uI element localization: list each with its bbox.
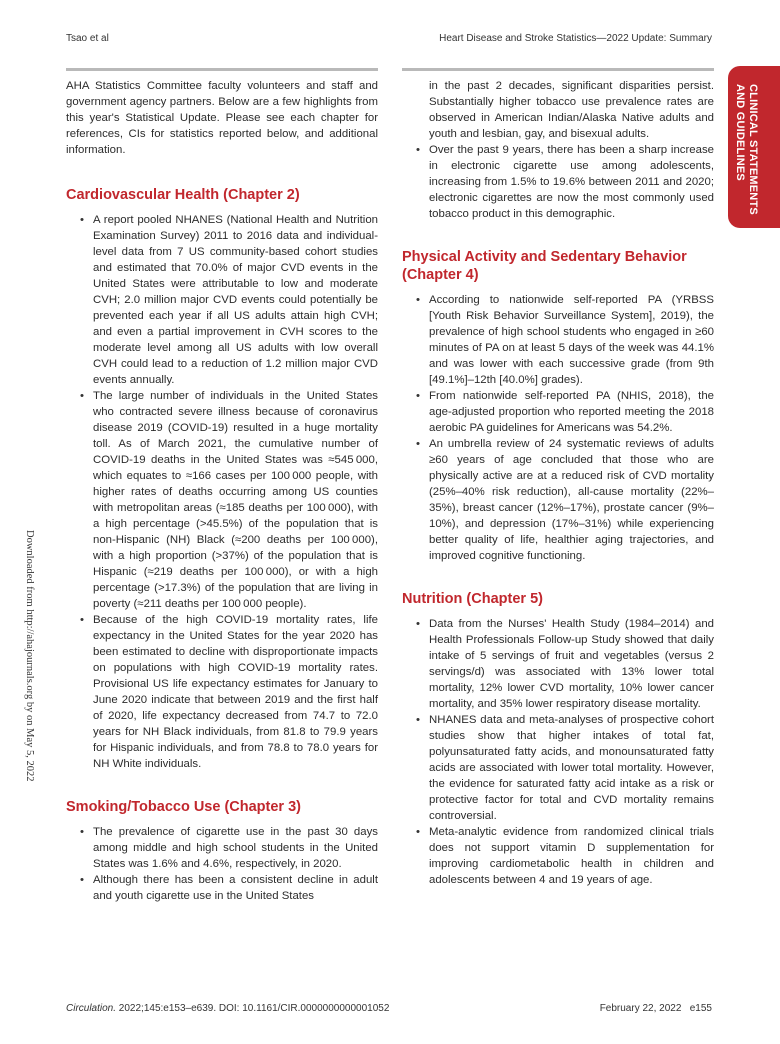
nutrition-bullet-2: • NHANES data and meta-analyses of prospective cohort studies show that higher intakes of total fat, polyunsaturated fatty acids, and monounsaturated fatty acids are associated with lower total mortality. However, the evidence for saturated fatty acid intake as a risk or protective factor for total and CVD mortality remains controversial. bbox=[402, 712, 714, 824]
side-tab-label bbox=[733, 84, 759, 215]
footer-date-page: February 22, 2022 e155 bbox=[599, 1003, 712, 1014]
cvh-bullet-1: • A report pooled NHANES (National Health and Nutrition Examination Survey) 2011 to 2016 data and individual-level data from 7 US community-based cohort studies and estimated that 70.0% of major CVD events in the United States were attributable to low and moderate CVH; 2.0 million major CVD events could potentially be prevented each year if all US adults attain high CVH; and even a partial improvement in CVH scores to the moderate level among all US adults with low overall CVH could lead to a reduction of 1.2 million major CVD events annually. bbox=[66, 212, 378, 388]
nutrition-bullet-list bbox=[402, 616, 714, 888]
side-tab-line-1: CLINICAL STATEMENTS bbox=[747, 84, 759, 215]
smoking-bullet-list bbox=[66, 824, 378, 904]
section-side-tab bbox=[728, 66, 780, 228]
heading-smoking: Smoking/Tobacco Use (Chapter 3) bbox=[66, 799, 301, 815]
cvh-bullet-2: • The large number of individuals in the United States who contracted severe illness because of coronavirus disease 2019 (COVID-19) resulted in a huge mortality toll. As of March 2021, the cumulative number of COVID-19 deaths in the United States was ≈545 000, which equates to ≈166 cases per 100 000 people, with higher rates of deaths occurring among US counties with metropolitan areas (≈185 deaths per 100 000), with a high percentage (>45.5%) of the population that is non-Hispanic (NH) Black (≈200 deaths per 100 000), with a high proportion (>37%) of the population that is Hispanic (≈219 deaths per 100 000), or with a high percentage (>17.3%) of the population that are living in poverty (≈211 deaths per 100 000 people). bbox=[66, 388, 378, 612]
footer-journal-name: Circulation. bbox=[66, 1003, 117, 1014]
smoking-bullet-list-continued bbox=[402, 142, 714, 222]
pa-bullet-3: • An umbrella review of 24 systematic reviews of adults ≥60 years of age concluded that those who are physically active are at a reduced risk of CVD mortality (25%–40% risk reduction), all-cause mortality (22%–35%), breast cancer (12%–17%), prostate cancer (9%–10%), and depression (17%–31%) while experiencing better quality of life, healthier aging trajectories, and improved cognitive functioning. bbox=[402, 436, 714, 564]
smoking-bullet-3: • Over the past 9 years, there has been a sharp increase in electronic cigarette use among adolescents, increasing from 1.5% to 19.6% between 2011 and 2020; electronic cigarettes are now the most commonly used tobacco product in this demographic. bbox=[402, 142, 714, 222]
running-head-title: Heart Disease and Stroke Statistics—2022 Update: Summary bbox=[439, 33, 712, 44]
smoking-bullet-continued: in the past 2 decades, significant disparities persist. Substantially higher tobacco use prevalence rates are observed in American Indian/Alaska Native adults and youth and lesbian, gay, and bisexual adults. bbox=[429, 80, 714, 140]
nutrition-bullet-1: • Data from the Nurses' Health Study (1984–2014) and Health Professionals Follow-up Study showed that daily intake of 5 servings of fruit and vegetables (versus 2 servings/d) was associated with 13% lower total mortality, 12% lower CVD mortality, 10% lower cancer mortality, and 35% lower respiratory disease mortality. bbox=[402, 616, 714, 712]
download-watermark: Downloaded from http://ahajournals.org by on May 5, 2022 bbox=[24, 530, 35, 782]
intro-paragraph: AHA Statistics Committee faculty volunteers and staff and government agency partners. Below are a few highlights from this year's Statistical Update. Please see each chapter for references, CIs for statistics reported below, and additional information. bbox=[66, 80, 378, 156]
smoking-bullet-1: • The prevalence of cigarette use in the past 30 days among middle and high school students in the United States was 1.6% and 4.6%, respectively, in 2020. bbox=[66, 824, 378, 872]
side-tab-line-2: AND GUIDELINES bbox=[734, 84, 746, 181]
running-head-authors: Tsao et al bbox=[66, 33, 109, 44]
footer-doi: 2022;145:e153–e639. DOI: 10.1161/CIR.0000000000001052 bbox=[116, 1003, 390, 1014]
nutrition-bullet-3: • Meta-analytic evidence from randomized clinical trials does not support vitamin D supplementation for improving cardiometabolic health in children and adolescents between 4 and 19 years of age. bbox=[402, 824, 714, 888]
heading-nutrition: Nutrition (Chapter 5) bbox=[402, 591, 543, 607]
left-column bbox=[66, 78, 378, 904]
column-rule-left bbox=[66, 68, 378, 71]
cvh-bullet-list bbox=[66, 212, 378, 772]
column-rule-right bbox=[402, 68, 714, 71]
heading-physical-activity: Physical Activity and Sedentary Behavior (Chapter 4) bbox=[402, 249, 687, 283]
right-column bbox=[402, 78, 714, 888]
pa-bullet-list bbox=[402, 292, 714, 564]
cvh-bullet-3: • Because of the high COVID-19 mortality rates, life expectancy in the United States for the year 2020 has been estimated to decline with disproportionate impacts on populations with high COVID-19 mortality rates. Provisional US life expectancy estimates for January to June 2020 indicate that between 2019 and the first half of 2020, life expectancy decreased from 74.7 to 72.0 years for NH Black individuals, from 81.8 to 79.9 years for Hispanic individuals, and from 78.8 to 78.0 years for NH White individuals. bbox=[66, 612, 378, 772]
pa-bullet-1: • According to nationwide self-reported PA (YRBSS [Youth Risk Behavior Surveillance System], 2019), the prevalence of high school students who engaged in ≥60 minutes of PA on at least 5 days of the week was 44.1% and was lower with each successive grade (from 9th [49.1%]–12th [40.0%] grades). bbox=[402, 292, 714, 388]
footer-citation bbox=[66, 1003, 389, 1014]
pa-bullet-2: • From nationwide self-reported PA (NHIS, 2018), the age-adjusted proportion who reported meeting the 2018 aerobic PA guidelines for Americans was 54.2%. bbox=[402, 388, 714, 436]
heading-cardiovascular-health: Cardiovascular Health (Chapter 2) bbox=[66, 187, 300, 203]
smoking-bullet-2: • Although there has been a consistent decline in adult and youth cigarette use in the United States bbox=[66, 872, 378, 904]
